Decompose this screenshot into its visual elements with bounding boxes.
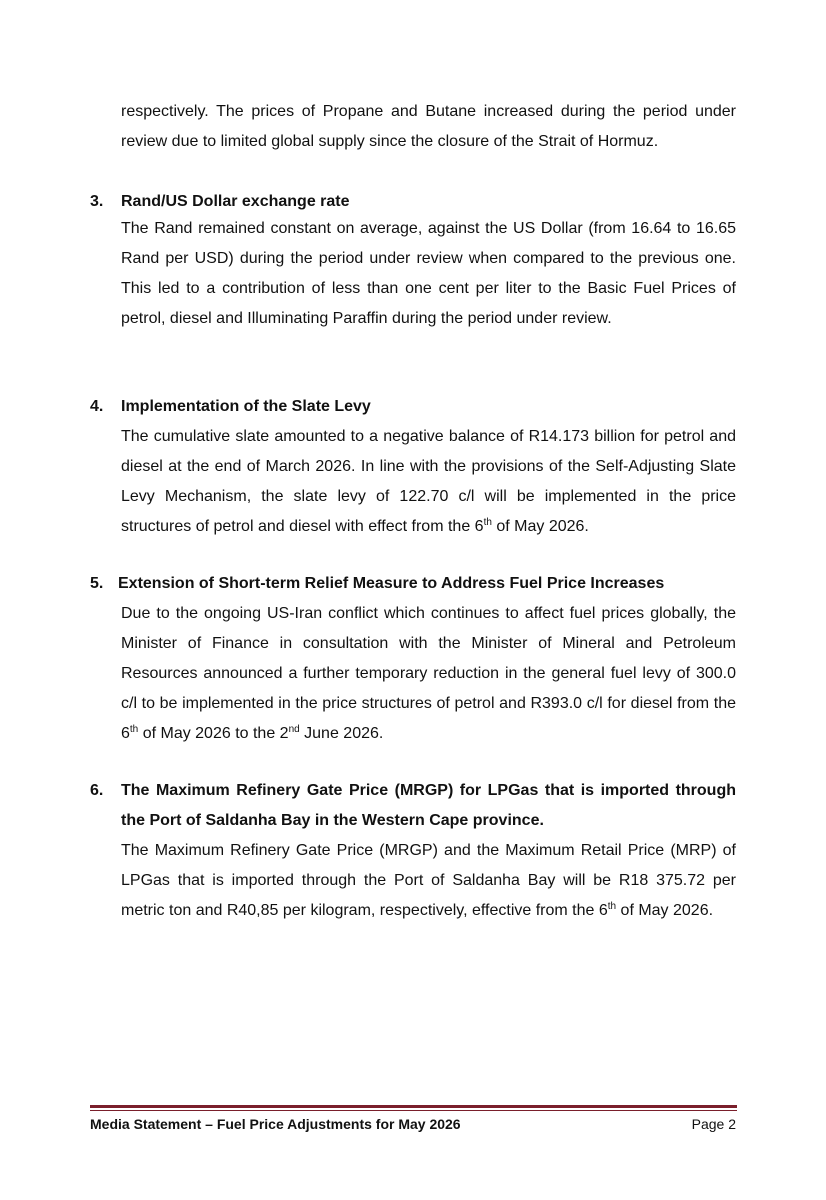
intro-paragraph: respectively. The prices of Propane and Butane increased during the period under review due to limited global supply since the closure of the Strait of Hormuz.: [121, 103, 736, 150]
section-title: The Maximum Refinery Gate Price (MRGP) for LPGas that is imported through the Port of Saldanha Bay in the Western Cape province.: [121, 782, 736, 829]
section-5-heading: [90, 569, 740, 599]
body-text-part: The Maximum Refinery Gate Price (MRGP) and the Maximum Retail Price (MRP) of LPGas that is imported through the Port of Saldanha Bay will be R18 375.72 per metric ton and R40,85 per kilogram, respectively, effective from the 6: [121, 842, 736, 919]
footer-rule-thick: [90, 1105, 737, 1108]
section-4-body: [121, 422, 736, 542]
section-number: 6.: [90, 782, 104, 799]
superscript: th: [483, 517, 492, 528]
body-text-part: of May 2026 to the 2: [138, 725, 289, 742]
section-title: Implementation of the Slate Levy: [121, 398, 371, 415]
body-text-part: The cumulative slate amounted to a negative balance of R14.173 billion for petrol and diesel at the end of March 2026. In line with the provisions of the Self-Adjusting Slate Levy Mechanism, the slate levy of 122.70 c/l will be implemented in the price structures of petrol and diesel with effect from the 6: [121, 428, 736, 535]
page-number: Page 2: [691, 1116, 736, 1132]
footer-title: Media Statement – Fuel Price Adjustments for May 2026: [90, 1116, 461, 1132]
footer-rule-thin: [90, 1110, 737, 1111]
section-number: 5.: [90, 575, 104, 592]
body-text-part: Due to the ongoing US-Iran conflict which continues to affect fuel prices globally, the Minister of Finance in consultation with the Minister of Mineral and Petroleum Resources announced a further temporary reduction in the general fuel levy of 300.0 c/l to be implemented in the price structures of petrol and R393.0 c/l for diesel from the 6: [121, 605, 736, 742]
section-number: 4.: [90, 398, 104, 415]
body-text-part: of May 2026.: [616, 902, 714, 919]
superscript: th: [607, 901, 617, 912]
superscript: nd: [288, 724, 300, 735]
section-5-body: [121, 599, 736, 749]
section-4-heading: [90, 392, 740, 422]
section-number: 3.: [90, 193, 104, 210]
section-3-body: The Rand remained constant on average, against the US Dollar (from 16.64 to 16.65 Rand per USD) during the period under review when compared to the previous one. This led to a contribution of less than one cent per liter to the Basic Fuel Prices of petrol, diesel and Illuminating Paraffin during the period under review.: [121, 220, 736, 327]
section-title: Rand/US Dollar exchange rate: [121, 193, 350, 210]
section-title: Extension of Short-term Relief Measure to Address Fuel Price Increases: [118, 575, 665, 592]
body-text-part: of May 2026.: [491, 518, 589, 535]
section-3-heading: [90, 187, 740, 217]
superscript: th: [129, 724, 139, 735]
section-6-heading: [90, 776, 740, 836]
section-6-body: [121, 836, 736, 926]
body-text-part: June 2026.: [299, 725, 384, 742]
